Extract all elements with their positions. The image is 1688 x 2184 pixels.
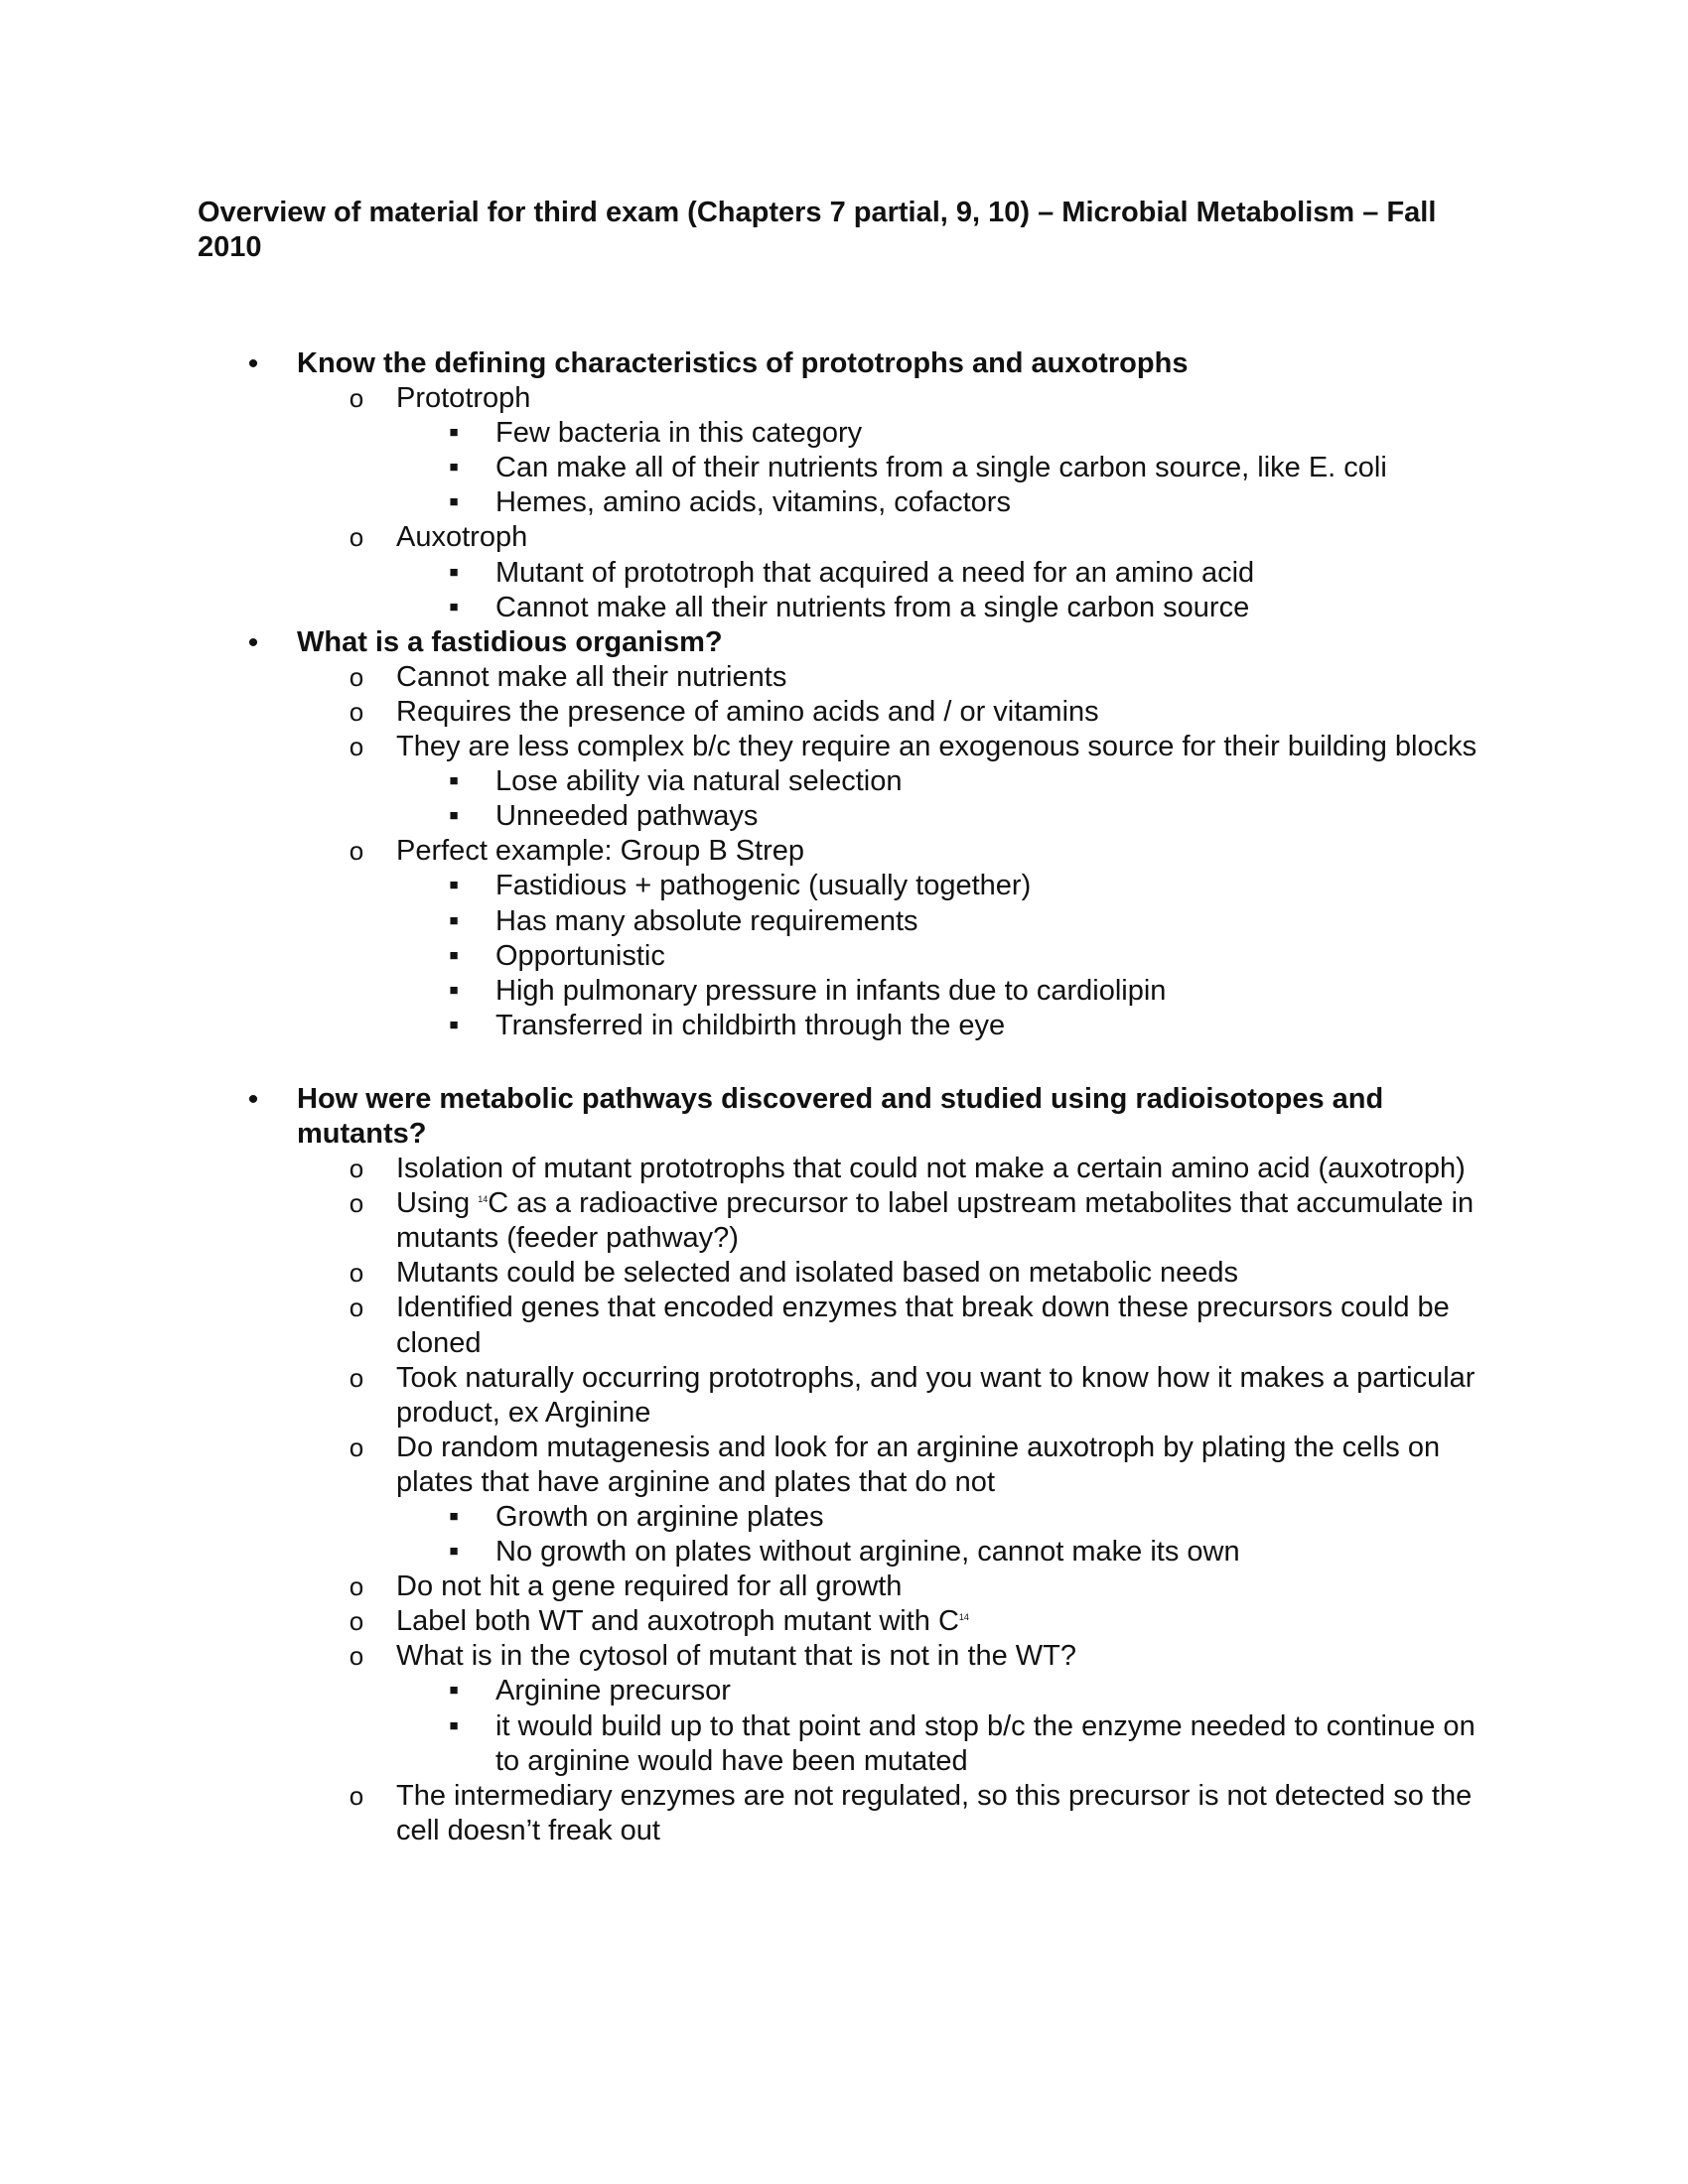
item-text: Unneeded pathways	[495, 800, 759, 833]
item-text: Requires the presence of amino acids and / or vitamins	[396, 695, 1099, 728]
bullet-dot-icon: •	[247, 347, 259, 380]
bullet-square-icon: ■	[449, 1543, 459, 1561]
item-text: Prototroph	[396, 382, 531, 415]
item-text: Do random mutagenesis and look for an arginine auxotroph by plating the cells on plates that have arginine and plates that do not	[396, 1431, 1441, 1498]
item-text: Has many absolute requirements	[495, 904, 918, 937]
outline-subitem	[0, 904, 1498, 939]
item-text: it would build up to that point and stop b/c the enzyme needed to continue on to arginine would have been mutated	[495, 1709, 1476, 1777]
outline	[0, 346, 1688, 1848]
outline-subitem	[0, 591, 1498, 625]
outline-subitem	[0, 764, 1498, 799]
bullet-square-icon: ■	[449, 877, 459, 894]
item-text: Label both WT and auxotroph mutant with C	[396, 1605, 959, 1638]
superscript: 14	[958, 1612, 969, 1623]
bullet-square-icon: ■	[449, 493, 459, 511]
item-text: Fastidious + pathogenic (usually together)	[495, 870, 1032, 902]
bullet-square-icon: ■	[449, 1716, 459, 1734]
section-heading	[0, 625, 1488, 660]
outline-item	[0, 1431, 1498, 1500]
bullet-square-icon: ■	[449, 1508, 459, 1525]
item-text: Cannot make all their nutrients	[396, 660, 787, 693]
bullet-circle-icon: o	[349, 1362, 364, 1393]
bullet-dot-icon: •	[247, 1082, 259, 1116]
item-text: Do not hit a gene required for all growth	[396, 1570, 903, 1603]
item-text: High pulmonary pressure in infants due to cardiolipin	[495, 974, 1167, 1007]
item-text: Auxotroph	[396, 521, 528, 554]
item-text: What is in the cytosol of mutant that is not in the WT?	[396, 1640, 1077, 1673]
bullet-circle-icon: o	[349, 732, 364, 762]
outline-item	[0, 381, 1498, 416]
outline-item	[0, 730, 1498, 764]
item-text: Took naturally occurring prototrophs, and you want to know how it makes a particular product, ex Arginine	[396, 1361, 1476, 1429]
outline-item	[0, 1604, 1498, 1639]
item-text: Mutant of prototroph that acquired a need for an amino acid	[495, 556, 1255, 589]
outline-item	[0, 520, 1498, 555]
bullet-square-icon: ■	[449, 1682, 459, 1700]
outline-subitem	[0, 869, 1498, 903]
bullet-square-icon: ■	[449, 563, 459, 581]
outline-item	[0, 1570, 1498, 1604]
bullet-square-icon: ■	[449, 598, 459, 615]
outline-item	[0, 1256, 1498, 1291]
bullet-circle-icon: o	[349, 1780, 364, 1811]
outline-subitem	[0, 974, 1498, 1009]
item-text: Isolation of mutant prototrophs that could not make a certain amino acid (auxotroph)	[396, 1153, 1466, 1185]
superscript: 14	[478, 1194, 489, 1205]
item-text: Arginine precursor	[495, 1675, 731, 1707]
item-text: Mutants could be selected and isolated based on metabolic needs	[396, 1257, 1239, 1290]
outline-subitem	[0, 451, 1498, 485]
section-heading	[0, 346, 1488, 381]
bullet-circle-icon: o	[349, 696, 364, 727]
item-text: Cannot make all their nutrients from a single carbon source	[495, 591, 1250, 623]
item-text: How were metabolic pathways discovered and studied using radioisotopes and mutants?	[297, 1082, 1384, 1150]
bullet-circle-icon: o	[349, 522, 364, 553]
item-text: Opportunistic	[495, 939, 665, 972]
item-text: Perfect example: Group B Strep	[396, 835, 805, 868]
item-text: They are less complex b/c they require an exogenous source for their building blocks	[396, 731, 1477, 763]
bullet-circle-icon: o	[349, 1154, 364, 1184]
item-text: Hemes, amino acids, vitamins, cofactors	[495, 486, 1011, 519]
item-text: Identified genes that encoded enzymes that break down these precursors could be cloned	[396, 1292, 1450, 1359]
section-spacer	[0, 1043, 1688, 1082]
outline-item	[0, 834, 1498, 869]
bullet-square-icon: ■	[449, 424, 459, 442]
item-text: Can make all of their nutrients from a single carbon source, like E. coli	[495, 452, 1387, 484]
bullet-square-icon: ■	[449, 911, 459, 929]
outline-subitem	[0, 1535, 1498, 1570]
outline-subitem	[0, 1500, 1498, 1535]
outline-item	[0, 1639, 1498, 1674]
bullet-square-icon: ■	[449, 981, 459, 999]
item-text: No growth on plates without arginine, cannot make its own	[495, 1536, 1240, 1569]
bullet-square-icon: ■	[449, 772, 459, 790]
outline-subitem	[0, 799, 1498, 834]
outline-item	[0, 1361, 1498, 1431]
item-text: Transferred in childbirth through the eye	[495, 1009, 1006, 1041]
outline-subitem	[0, 485, 1498, 520]
bullet-circle-icon: o	[349, 1293, 364, 1323]
bullet-circle-icon: o	[349, 661, 364, 692]
bullet-circle-icon: o	[349, 1571, 364, 1602]
outline-item	[0, 1779, 1498, 1848]
outline-item	[0, 1186, 1498, 1256]
bullet-circle-icon: o	[349, 1606, 364, 1637]
item-text: What is a fastidious organism?	[297, 625, 723, 658]
document-title: Overview of material for third exam (Chapters 7 partial, 9, 10) – Microbial Metabolism – Fall 2010	[198, 197, 1437, 263]
outline-subitem	[0, 416, 1498, 451]
bullet-square-icon: ■	[449, 807, 459, 825]
outline-subitem	[0, 939, 1498, 974]
item-text: C as a radioactive precursor to label upstream metabolites that accumulate in mutants (feeder pathway?)	[396, 1187, 1475, 1255]
item-text: Few bacteria in this category	[495, 417, 863, 450]
outline-item	[0, 695, 1498, 730]
item-text: Growth on arginine plates	[495, 1501, 824, 1533]
item-text: Lose ability via natural selection	[495, 765, 903, 798]
outline-item	[0, 660, 1498, 695]
outline-subitem	[0, 556, 1498, 591]
outline-item	[0, 1291, 1498, 1360]
bullet-circle-icon: o	[349, 836, 364, 867]
bullet-dot-icon: •	[247, 625, 259, 659]
bullet-circle-icon: o	[349, 1432, 364, 1462]
outline-subitem	[0, 1009, 1498, 1043]
outline-item	[0, 1152, 1498, 1186]
outline-subitem	[0, 1674, 1498, 1708]
bullet-circle-icon: o	[349, 1641, 364, 1672]
section-heading	[0, 1082, 1488, 1152]
bullet-square-icon: ■	[449, 946, 459, 964]
bullet-square-icon: ■	[449, 459, 459, 477]
bullet-circle-icon: o	[349, 1258, 364, 1289]
item-text: The intermediary enzymes are not regulated, so this precursor is not detected so the cell doesn’t freak out	[396, 1779, 1473, 1846]
item-text: Know the defining characteristics of prototrophs and auxotrophs	[297, 347, 1189, 379]
item-text: Using	[396, 1187, 479, 1220]
bullet-square-icon: ■	[449, 1016, 459, 1033]
outline-subitem	[0, 1709, 1498, 1779]
bullet-circle-icon: o	[349, 383, 364, 414]
bullet-circle-icon: o	[349, 1188, 364, 1219]
